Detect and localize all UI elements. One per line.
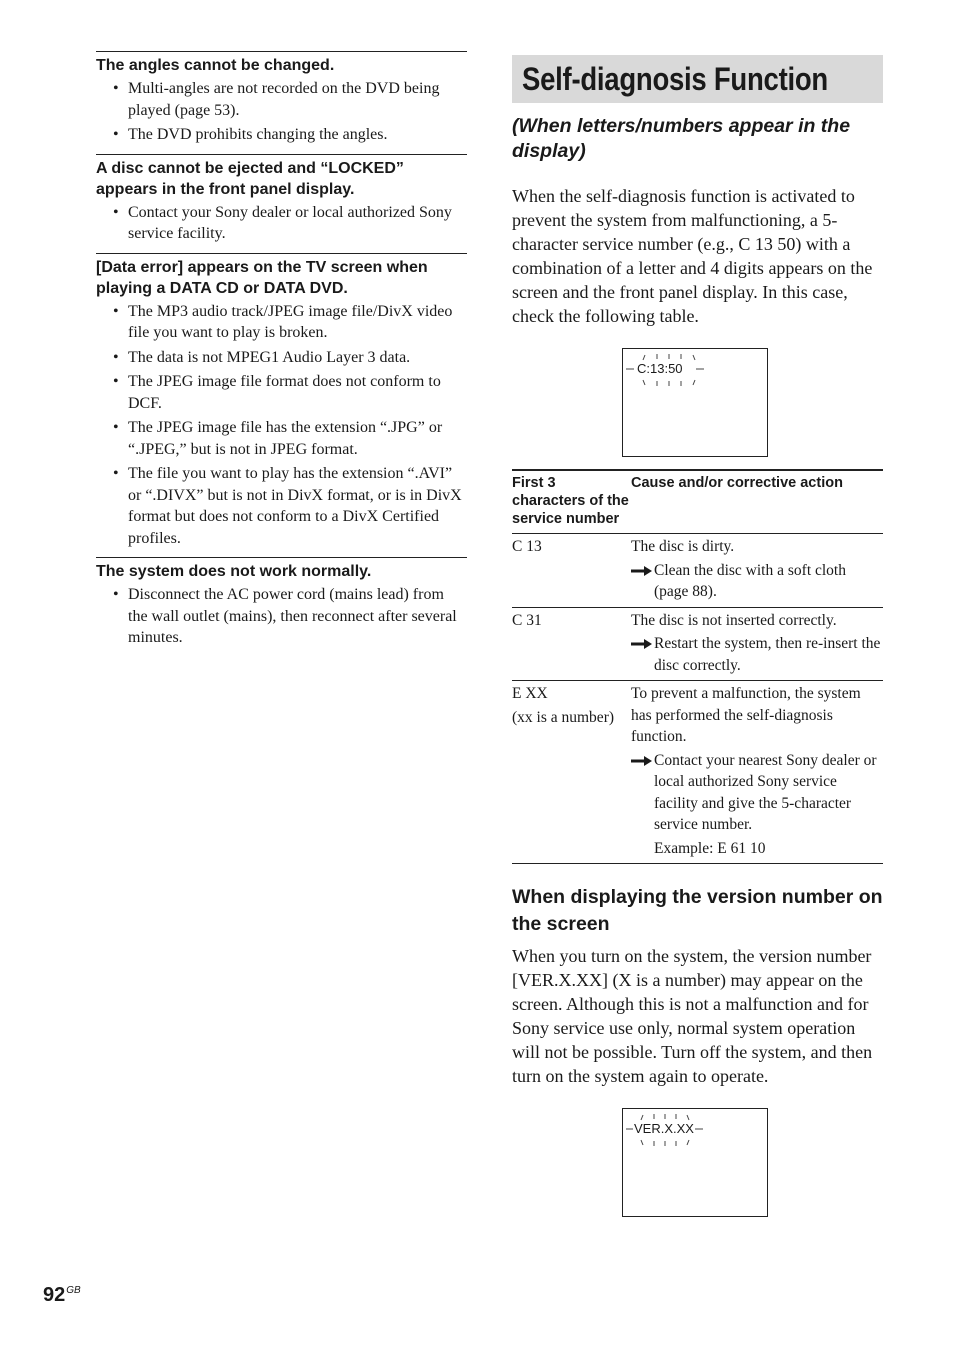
section-heading: The angles cannot be changed. [96, 57, 335, 74]
action-text: Contact your nearest Sony dealer or local authorized Sony service facility and give the 5-character service number. [654, 751, 877, 833]
page-number-value: 92 [43, 1284, 66, 1306]
version-heading: When displaying the version number on the screen [512, 886, 883, 935]
action-text: Restart the system, then re-insert the disc correctly. [654, 635, 881, 674]
left-column [96, 51, 467, 657]
column-header: Cause and/or corrective action [631, 470, 883, 534]
section-heading: The system does not work normally. [96, 563, 372, 580]
table-row [512, 534, 883, 608]
troubleshoot-section-data-error [96, 253, 467, 550]
bullet-item: • The JPEG image file format does not conform to DCF. [128, 371, 467, 414]
example-text: Example: E 61 10 [654, 839, 766, 857]
right-column [512, 55, 883, 1217]
page-title: Self-diagnosis Function [522, 61, 828, 97]
section-heading: [Data error] appears on the TV screen when playing a DATA CD or DATA DVD. [96, 258, 428, 297]
column-header: First 3 characters of the service number [512, 470, 631, 534]
service-code: C 31 [512, 611, 542, 629]
action-text: Clean the disc with a soft cloth (page 88). [654, 561, 846, 600]
tv-screen-illustration [622, 348, 768, 457]
tv-screen-illustration-version [622, 1108, 768, 1217]
cause-text: To prevent a malfunction, the system has performed the self-diagnosis function. [631, 685, 861, 745]
cause-text: The disc is dirty. [631, 538, 735, 555]
bullet-item: • The file you want to play has the extension “.AVI” or “.DIVX” but is not in DivX format, or is in DivX format but does not conform to a DivX Certified profiles. [128, 463, 467, 549]
page-number [43, 1284, 81, 1307]
section-heading: A disc cannot be ejected and “LOCKED” appears in the front panel display. [96, 159, 404, 198]
bullet-item: • Multi-angles are not recorded on the DVD being played (page 53). [128, 78, 467, 121]
page-number-suffix: GB [66, 1285, 81, 1296]
arrow-right-icon [631, 755, 653, 767]
arrow-right-icon [631, 565, 653, 577]
service-code-display: C:13:50 [637, 361, 683, 376]
version-paragraph: When you turn on the system, the version number [VER.X.XX] (X is a number) may appear on the screen. Although this is not a malfunction and for Sony service use only, normal system operation will not be possible. Turn off the system, and then turn on the system again to operate. [512, 946, 873, 1086]
bullet-item: • The MP3 audio track/JPEG image file/DivX video file you want to play is broken. [128, 301, 467, 344]
bullet-item: • The data is not MPEG1 Audio Layer 3 data. [128, 347, 467, 369]
bullet-item: • The DVD prohibits changing the angles. [128, 124, 467, 146]
service-code: E XX [512, 685, 548, 702]
table-row [512, 607, 883, 681]
arrow-right-icon [631, 638, 653, 650]
cause-text: The disc is not inserted correctly. [631, 611, 837, 629]
service-code-note: (xx is a number) [512, 708, 615, 726]
bullet-item: • Contact your Sony dealer or local authorized Sony service facility. [128, 202, 467, 245]
troubleshoot-section-angles [96, 51, 467, 146]
bullet-item: • Disconnect the AC power cord (mains lead) from the wall outlet (mains), then reconnect after several minutes. [128, 584, 467, 649]
service-number-table [512, 469, 883, 864]
service-code: C 13 [512, 538, 542, 555]
intro-paragraph: When the self-diagnosis function is activated to prevent the system from malfunctioning, a 5-character service number (e.g., C 13 50) with a combination of a letter and 4 digits appears on the screen and the front panel display. In this case, check the following table. [512, 186, 873, 326]
troubleshoot-section-not-working [96, 557, 467, 649]
version-code-display: VER.X.XX [634, 1121, 694, 1136]
troubleshoot-section-locked [96, 154, 467, 245]
table-row [512, 681, 883, 864]
title-banner [512, 55, 883, 103]
bullet-item: • The JPEG image file has the extension “.JPG” or “.JPEG,” but is not in JPEG format. [128, 417, 467, 460]
subtitle: (When letters/numbers appear in the display) [512, 115, 851, 162]
